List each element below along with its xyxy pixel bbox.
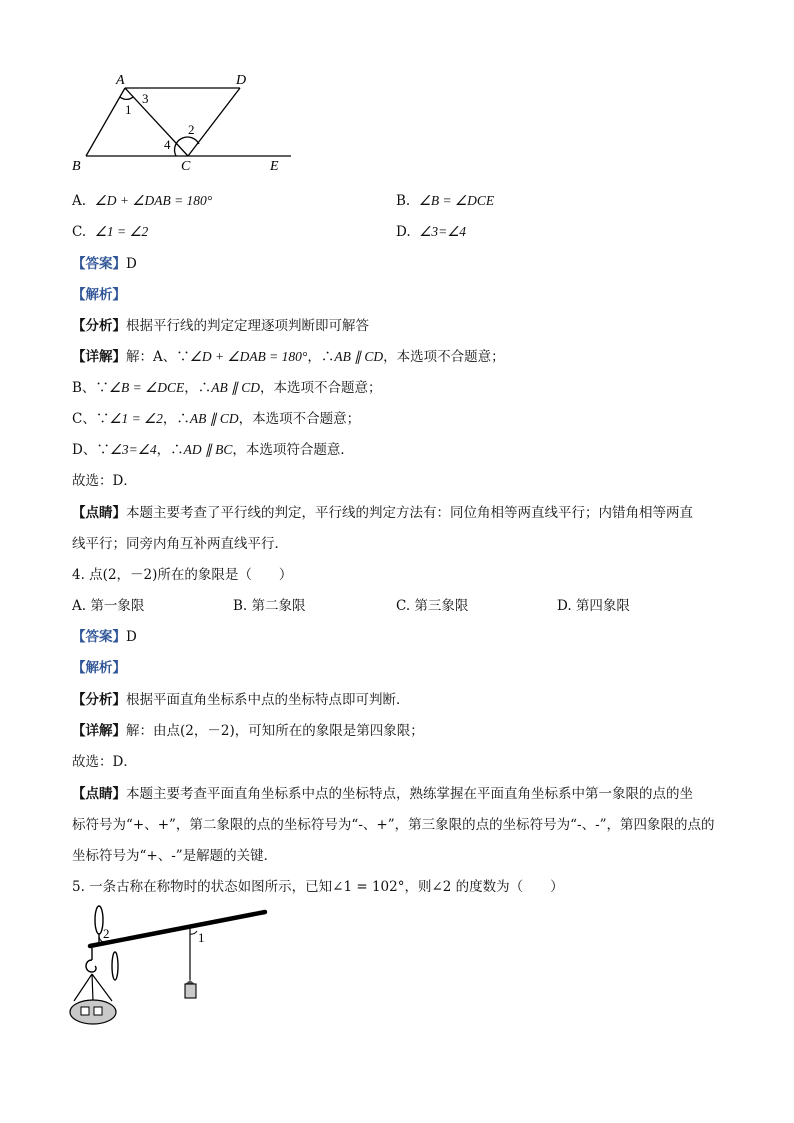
label-B: B [72,159,81,174]
q4-stem: 4. 点(2，－2)所在的象限是（ ） [72,567,293,583]
q3-dianjing-tag: 【点睛】 [72,505,126,521]
counterweight [185,984,196,998]
q3-option-b [396,191,494,211]
q3-l3b: ∠1 = ∠2 [109,411,163,426]
q3-xiangjie-line2 [72,378,381,398]
q4-jiexi-tag: 【解析】 [72,660,126,676]
q3-l2d: AB ∥ CD [211,380,260,395]
q3-option-d [396,222,466,242]
side-loop [112,952,118,980]
q3-guxuan: 故选：D． [72,473,137,489]
q3-option-a-label: A. [72,193,87,209]
q3-l2a: B、∵ [72,380,109,396]
q4-dianjing-line3: 坐标符号为“+、-”是解题的关键． [72,848,278,864]
label-E: E [270,159,279,174]
hook-loop [95,906,103,934]
q4-option-a: A. 第一象限 [72,598,145,614]
q4-option-d: D. 第四象限 [557,598,630,614]
angle-label-3: 3 [142,91,149,106]
q3-l3c: ，∴ [162,411,190,427]
angle-label-1: 1 [125,102,132,117]
q3-option-b-text: ∠B = ∠DCE [418,193,495,208]
angle-label-2: 2 [188,122,195,137]
q3-l1d: AB ∥ CD [334,349,384,364]
angle-label-4: 4 [164,137,171,152]
q3-dianjing-line1 [72,503,693,523]
q3-option-d-label: D. [396,224,411,240]
q3-fenxi-tag: 【分析】 [72,318,126,334]
q4-answer-tag: 【答案】 [72,629,126,645]
q3-option-c [72,222,148,242]
q3-l3a: C、∵ [72,411,110,427]
q3-l1a: 解：A、∵ [126,349,190,365]
label-C: C [181,159,191,174]
q3-l3d: AB ∥ CD [189,411,239,426]
q3-dianjing-line2: 线平行；同旁内角互补两直线平行． [72,536,288,552]
q3-l3e: ，本选项不合题意； [238,411,361,427]
goods-box-left [81,1007,89,1015]
angle-arc-A [120,97,133,99]
q3-xiangjie-tag: 【详解】 [72,349,126,365]
q3-xiangjie-line3 [72,409,360,429]
q3-option-c-text: ∠1 = ∠2 [94,224,149,239]
q4-option-b: B. 第二象限 [233,598,306,614]
q4-option-c: C. 第三象限 [396,598,469,614]
q3-dianjing-text1: 本题主要考查了平行线的判定，平行线的判定方法有：同位角相等两直线平行；内错角相等两直 [126,505,693,521]
q3-jiexi-tag: 【解析】 [72,287,126,303]
q3-option-c-label: C. [72,224,87,240]
label-A: A [116,73,125,88]
q3-fenxi-text: 根据平行线的判定定理逐项判断即可解答 [126,318,369,334]
parallelogram-figure [66,66,296,178]
q3-option-a-text: ∠D + ∠DAB = 180° [94,193,213,208]
q3-l2c: ，∴ [184,380,212,396]
q4-xiangjie [72,721,424,741]
angle-label-1: 1 [198,930,205,945]
q3-l4b: ∠3=∠4 [109,442,157,457]
goods-box-right [94,1007,102,1015]
q3-l1c: ，∴ [307,349,335,365]
q3-answer-value: D [126,256,137,272]
q3-answer-tag: 【答案】 [72,256,126,272]
q4-jiexi [72,658,126,678]
q4-dianjing-line1 [72,784,693,804]
weighing-pan [70,1000,116,1024]
q3-l4a: D、∵ [72,442,110,458]
q3-xiangjie-line4 [72,440,354,460]
q4-dianjing-text1: 本题主要考查平面直角坐标系中点的坐标特点，熟练掌握在平面直角坐标系中第一象限的点的坐 [126,786,693,802]
q4-answer-value: D [126,629,137,645]
q3-l4c: ，∴ [156,442,184,458]
steelyard-figure [66,898,276,1028]
q3-l2b: ∠B = ∠DCE [108,380,185,395]
q3-jiexi [72,285,126,305]
q5-stem: 5. 一条古称在称物时的状态如图所示，已知∠1 = 102°，则∠2 的度数为（ ） [72,879,564,895]
angle-label-2: 2 [103,926,110,941]
q4-dianjing-line2: 标符号为“+、+”，第二象限的点的坐标符号为“-、+”，第三象限的点的坐标符号为“-、-”，第四象限的点的 [72,817,715,833]
q4-guxuan: 故选：D． [72,754,137,770]
q3-l2e: ，本选项不合题意； [259,380,382,396]
label-D: D [236,73,247,88]
q4-xiangjie-text: 解：由点(2，－2)，可知所在的象限是第四象限； [126,723,424,739]
angle-arc-1 [190,931,197,934]
q3-xiangjie-line1 [72,347,505,367]
q3-l4d: AD ∥ BC [183,442,233,457]
steelyard-beam [90,912,265,946]
q3-l1e: ，本选项不合题意； [383,349,505,365]
q3-option-a [72,191,212,211]
line-DC [188,88,240,156]
line-AC [125,88,188,156]
q4-answer [72,627,137,647]
line-AB [86,88,125,156]
q3-l4e: ，本选项符合题意． [232,442,354,458]
q3-fenxi [72,316,369,336]
q3-option-d-text: ∠3=∠4 [419,224,467,239]
q3-option-b-label: B. [396,193,411,209]
q4-fenxi [72,690,410,710]
q4-xiangjie-tag: 【详解】 [72,723,126,739]
q4-fenxi-text: 根据平面直角坐标系中点的坐标特点即可判断． [126,692,410,708]
q4-dianjing-tag: 【点睛】 [72,786,126,802]
q3-answer [72,254,137,274]
q3-l1b: ∠D + ∠DAB = 180° [189,349,308,364]
q4-fenxi-tag: 【分析】 [72,692,126,708]
pan-hook [86,960,96,972]
